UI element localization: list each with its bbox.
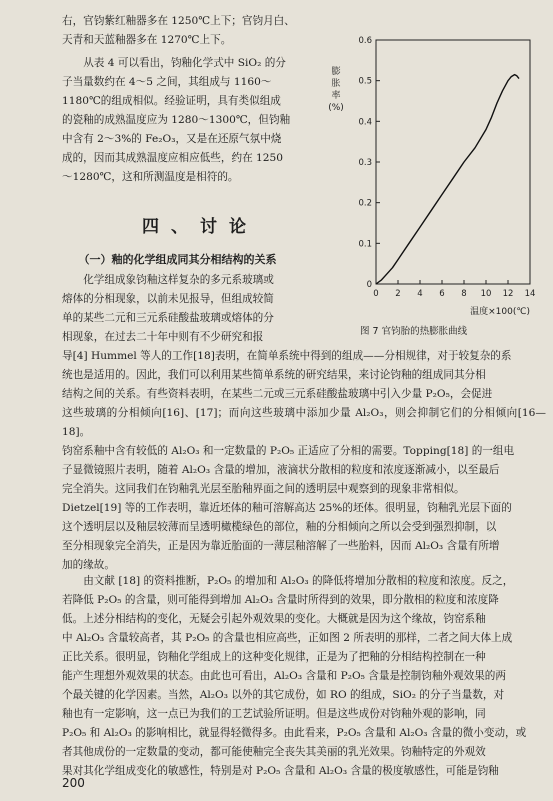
text-line: 统也是适用的。因此，我们可以利用某些简单系统的研究结果，来讨论钧釉的组成同其分相 [62, 369, 486, 381]
text-line: 子显微镜照片表明，随着 Al₂O₃ 含量的增加，液滴状分散相的粒度和浓度逐渐减小，以至最后 [62, 464, 500, 476]
y-tick-label: 0.6 [358, 36, 372, 46]
text-line: 成的，因而其成熟温度应相应低些，约在 1250 [62, 152, 284, 164]
chart-series [376, 75, 519, 284]
text-line: 至分相现象完全消失，正是因为靠近胎面的一薄层釉溶解了一些胎料，因而 Al₂O₃ 含量有所增 [62, 540, 500, 552]
y-tick-label: 0.3 [358, 158, 372, 168]
plot-frame [376, 40, 530, 284]
x-tick-label: 12 [502, 289, 514, 299]
left-column-text [62, 12, 306, 187]
y-axis-label: 膨 [331, 67, 341, 77]
y-tick-label: 0.4 [358, 117, 372, 128]
paragraph-2 [62, 54, 306, 187]
y-tick-label: 0.1 [358, 239, 372, 250]
y-axis-label: 率 [331, 91, 341, 101]
subsection-title: （一）釉的化学组成同其分相结构的关系 [78, 253, 277, 266]
x-axis-label: 温度×100(℃) [470, 307, 530, 317]
thermal-expansion-figure [318, 22, 548, 338]
text-line: 从表 4 可以看出，钧釉化学式中 SiO₂ 的分 [83, 57, 286, 69]
paragraph-3-column [62, 271, 306, 347]
paragraph-4 [62, 572, 546, 781]
text-line: P₂O₅ 和 Al₂O₃ 的影响相比，就显得轻微得多。由此看来，P₂O₅ 含量和 Al₂O₃ 含量的微小变动，或 [62, 727, 527, 739]
expansion-curve [376, 75, 519, 284]
text-line: 若降低 P₂O₅ 的含量，则可能得到增加 Al₂O₃ 含量时所得到的效果，即分散相的粒度和浓度降 [62, 594, 499, 606]
text-line: 者其他成份的一定数量的变动，都可能使釉完全丧失其美丽的乳光效果。钧釉特定的外观效 [62, 746, 486, 758]
text-line: 单的某些二元和三元系硅酸盐玻璃或熔体的分 [62, 312, 274, 324]
text-line: 完全消失。这同我们在钧釉乳光层至胎釉界面之间的透明层中观察到的现象非常相似。 [62, 483, 465, 495]
text-line: 釉也有一定影响，这一点已为我们的工艺试验所证明。但是这些成份对钧釉外观的影响，同 [62, 708, 486, 720]
text-line: 右，官钧紫红釉器多在 1250℃上下；官钧月白、 [62, 15, 295, 27]
text-line: ～1280℃，这和所测温度是相符的。 [62, 171, 239, 183]
x-tick-label: 4 [417, 289, 423, 299]
paragraph-3-full [62, 347, 546, 575]
text-line: 子当量数约在 4～5 之间，其组成与 1160～ [62, 76, 272, 88]
text-line: 化学组成象钧釉这样复杂的多元系玻璃或 [83, 274, 274, 286]
x-tick-label: 6 [439, 289, 445, 299]
y-tick-label: 0 [366, 280, 372, 290]
x-tick-label: 10 [480, 289, 492, 299]
y-axis-label: (%) [328, 103, 344, 113]
text-line: 能产生理想外观效果的状态。由此也可看出，Al₂O₃ 含量和 P₂O₅ 含量是控制钧釉外观效果的两 [62, 670, 506, 682]
text-line: 的瓷釉的成熟温度应为 1280～1300℃，但钧釉 [62, 114, 291, 126]
text-line: 由文献 [18] 的资料推断，P₂O₅ 的增加和 Al₂O₃ 的降低将增加分散相的粒度和浓度。反之， [83, 575, 514, 587]
x-tick-label: 14 [524, 289, 536, 299]
text-line: 结构之间的关系。有些资料表明，在某些二元或三元系硅酸盐玻璃中引入少量 P₂O₅，会促进 [62, 388, 493, 400]
section-title: 四、讨论 [142, 217, 258, 237]
text-line: 中 Al₂O₃ 含量较高者，其 P₂O₅ 的含量也相应高些，正如图 2 所表明的那样，二者之间大体上成 [62, 632, 513, 644]
page-number: 200 [62, 776, 85, 790]
text-line: 个最关键的化学因素。当然，Al₂O₃ 以外的其它成份，如 RO 的组成，SiO₂ 的分子当量数，对 [62, 689, 505, 701]
chart-svg [318, 22, 548, 322]
y-axis-label: 胀 [331, 79, 341, 89]
text-line: 钧窑系釉中含有较低的 Al₂O₃ 和一定数量的 P₂O₅ 正适应了分相的需要。Topping[18] 的一组电 [62, 445, 515, 457]
chart-labels [328, 65, 530, 317]
text-line: 果对其化学组成变化的敏感性，特别是对 P₂O₅ 含量和 Al₂O₃ 含量的极度敏感性，可能是钧釉 [62, 765, 499, 777]
text-line: 熔体的分相现象，以前未见报导，但组成较简 [62, 293, 274, 305]
text-line: 天青和天蓝釉器多在 1270℃上下。 [62, 34, 232, 46]
text-line: 导[4] Hummel 等人的工作[18]表明，在简单系统中得到的组成——分相规律，对于较复杂的系 [62, 350, 512, 362]
text-line: 这个透明层以及釉层较薄而呈透明橄榄绿色的部位，釉的分相倾向之所以会受到强烈抑制，以 [62, 521, 497, 533]
x-tick-label: 8 [461, 289, 467, 299]
text-line: 这些玻璃的分相倾向[16]、[17]；而向这些玻璃中添加少量 Al₂O₃，则会抑制它们的分相倾向[16—18]。 [62, 407, 546, 438]
text-line: 中含有 2～3%的 Fe₂O₃，又是在还原气氛中烧 [62, 133, 282, 145]
text-line: 加的缘故。 [62, 559, 115, 571]
text-line: 正比关系。很明显，钧釉化学组成上的这种变化规律，正是为了把釉的分相结构控制在一种 [62, 651, 486, 663]
x-tick-label: 2 [395, 289, 401, 299]
text-line: 1180℃的组成相似。经验证明，具有类似组成 [62, 95, 281, 107]
chart-axes [376, 40, 530, 284]
figure-caption: 图 7 官钧胎的热膨胀曲线 [360, 326, 468, 337]
text-line: Dietzel[19] 等的工作表明，靠近坯体的釉可溶解高达 25%的坯体。很明显，钧釉乳光层下面的 [62, 502, 512, 514]
y-tick-label: 0.5 [358, 76, 372, 87]
text-line: 低。上述分相结构的变化，无疑会引起外观效果的变化。大概就是因为这个缘故，钧窑系釉 [62, 613, 486, 625]
y-tick-label: 0.2 [358, 198, 372, 209]
text-line: 相现象，在过去二十年中则有不少研究和报 [62, 331, 264, 343]
chart-ticks [358, 36, 535, 299]
x-tick-label: 0 [373, 289, 379, 299]
paragraph-1 [62, 12, 306, 50]
